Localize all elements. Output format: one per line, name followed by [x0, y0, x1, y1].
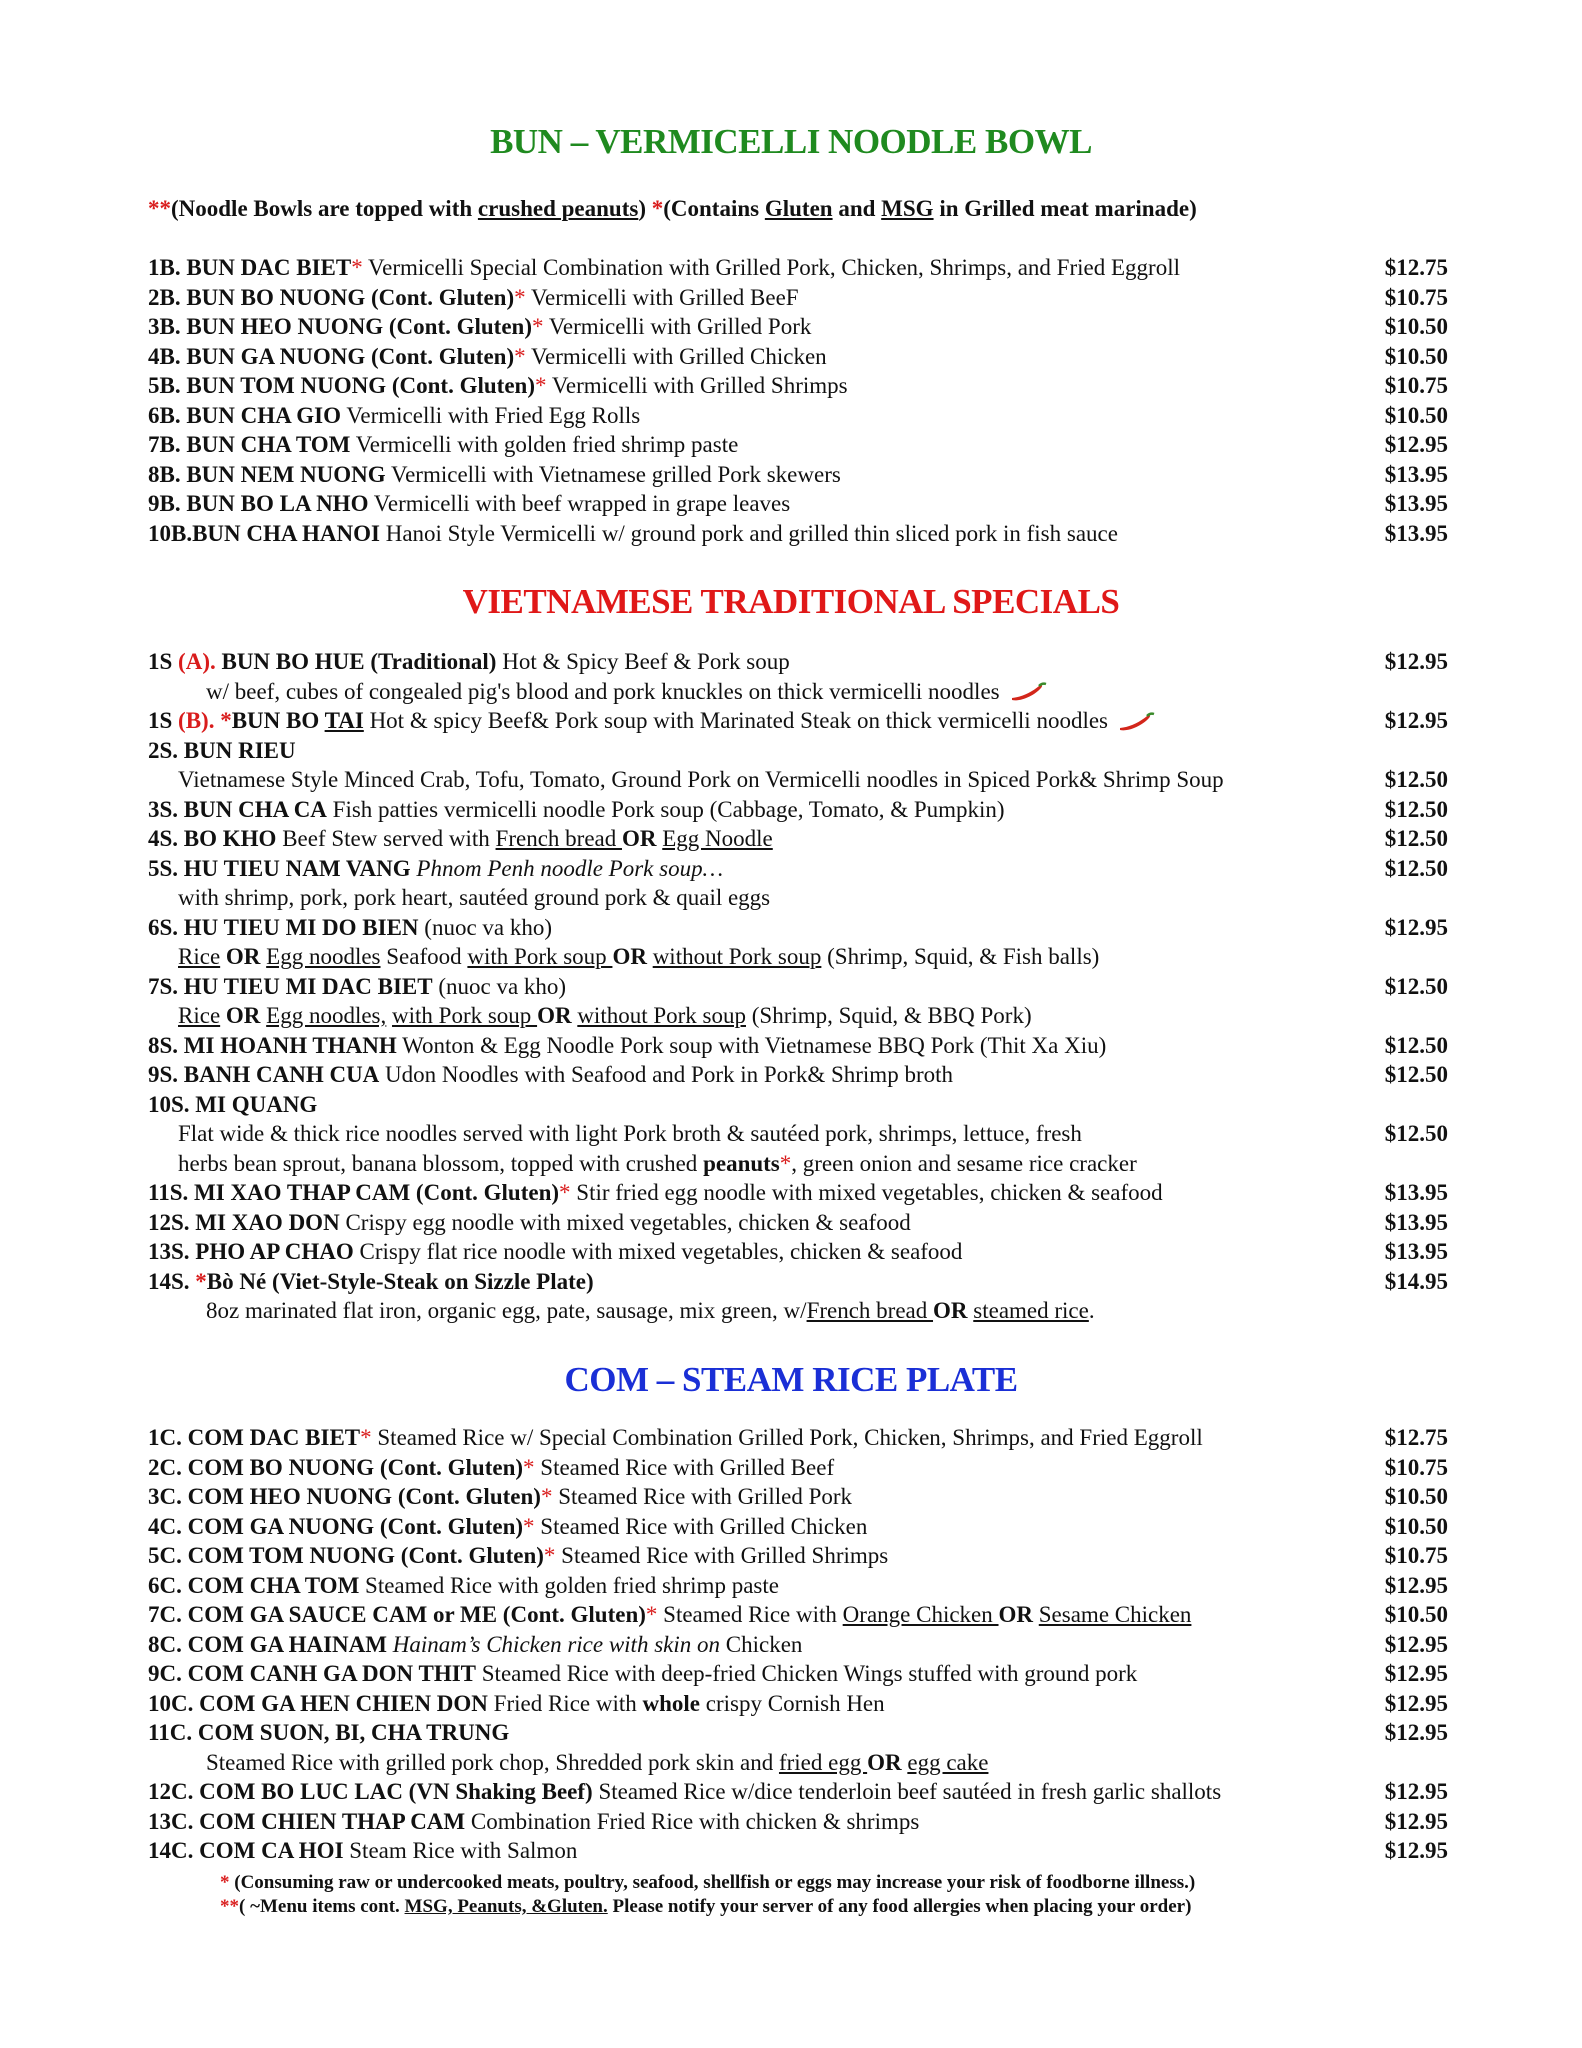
item-desc: Vermicelli with Grilled BeeF [525, 284, 799, 310]
item-name: COM CHA TOM [181, 1572, 360, 1598]
menu-item [148, 795, 1448, 825]
item-desc: Chicken [720, 1631, 803, 1657]
item-price: $12.95 [1384, 1779, 1448, 1804]
item-code: 8C. [148, 1631, 182, 1657]
item-code: 3S. [148, 796, 179, 822]
menu-item [148, 1482, 1448, 1512]
item-code: 9C. [148, 1661, 182, 1686]
option-text: Egg Noodle [662, 826, 773, 851]
item-code: 8S. [148, 1032, 179, 1058]
option-text: without Pork soup [577, 1003, 746, 1028]
item-desc: Steamed Rice with Grilled Shrimps [555, 1543, 889, 1568]
item-price: $12.75 [1384, 255, 1448, 280]
item-desc: w/ beef, cubes of congealed pig's blood and pork knuckles on thick vermicelli noodles [206, 678, 1000, 704]
section-title-bun: BUN – VERMICELLI NOODLE BOWL [490, 122, 1092, 161]
item-name: COM GA SAUCE CAM or ME (Cont. Gluten) [181, 1602, 646, 1627]
option-text: with Pork soup [392, 1003, 538, 1028]
option-text: Rice [178, 1003, 221, 1028]
note-text: (Contains [663, 196, 765, 221]
item-desc: Hot & spicy Beef& Pork soup with Marinated Steak on thick vermicelli noodles [363, 708, 1108, 733]
item-detail [148, 942, 1448, 972]
item-price: $12.95 [1384, 708, 1448, 733]
item-code: 6C. [148, 1572, 182, 1598]
item-code: 3B. [148, 314, 181, 339]
item-name: COM BO NUONG (Cont. Gluten) [181, 1454, 524, 1480]
menu-item [148, 519, 1448, 549]
item-price: $10.50 [1384, 343, 1448, 369]
item-desc: Crispy flat rice noodle with mixed vegetables, chicken & seafood [353, 1239, 963, 1264]
option-text: Sesame Chicken [1038, 1602, 1192, 1627]
footnote-star: ** [220, 1896, 239, 1917]
item-desc: Fried Rice with [487, 1690, 643, 1716]
item-price: $12.50 [1384, 973, 1448, 999]
item-name: MI QUANG [189, 1091, 318, 1117]
item-name: COM HEO NUONG (Cont. Gluten) [181, 1484, 541, 1509]
item-tag: (A). [178, 649, 216, 674]
item-price: $12.50 [1384, 1032, 1448, 1058]
item-desc: (Shrimp, Squid, & BBQ Pork) [746, 1003, 1032, 1028]
chili-pepper-icon [1116, 712, 1156, 734]
item-code: 1S [148, 708, 179, 733]
item-price: $10.75 [1384, 284, 1448, 310]
item-code: 5S. [148, 855, 179, 881]
bun-note [148, 196, 1197, 222]
item-desc: Wonton & Egg Noodle Pork soup with Vietnamese BBQ Pork (Thit Xa Xiu) [396, 1032, 1107, 1058]
item-detail [148, 1119, 1448, 1149]
or-text: OR [220, 944, 267, 969]
item-price: $10.50 [1384, 1513, 1448, 1539]
menu-item [148, 854, 1448, 884]
menu-item [148, 371, 1448, 401]
item-price: $10.50 [1384, 402, 1448, 428]
menu-item [148, 1777, 1448, 1807]
item-code: 7B. [148, 432, 181, 457]
item-detail [148, 1296, 1448, 1326]
item-desc: Vermicelli with Vietnamese grilled Pork skewers [385, 461, 841, 487]
item-desc: Beef Stew served with [276, 826, 496, 851]
item-star: * [189, 1268, 207, 1294]
item-name: BUN CHA CA [178, 796, 327, 822]
option-text: Egg noodles, [266, 1003, 387, 1028]
option-text: without Pork soup [652, 944, 822, 969]
item-price: $13.95 [1384, 461, 1448, 487]
item-desc: (nuoc va kho) [418, 914, 553, 940]
footnote-text: ( ~Menu items cont. [239, 1896, 405, 1917]
item-star: * [360, 1425, 372, 1450]
item-code: 9S. [148, 1062, 179, 1087]
item-code: 7S. [148, 973, 179, 999]
item-desc: Steamed Rice with golden fried shrimp paste [359, 1572, 779, 1598]
item-name: HU TIEU MI DAC BIET [178, 973, 433, 999]
option-text: steamed rice [973, 1298, 1089, 1323]
option-text: French bread [495, 826, 622, 851]
item-desc: 8oz marinated flat iron, organic egg, pate, sausage, mix green, w/ [206, 1298, 807, 1323]
note-text: (Noodle Bowls are topped with [171, 196, 478, 221]
item-price: $10.75 [1384, 1454, 1448, 1480]
item-price: $10.50 [1384, 314, 1448, 339]
item-desc: Seafood [380, 944, 468, 969]
item-star: * [534, 373, 547, 398]
item-desc: Steamed Rice w/ Special Combination Grilled Pork, Chicken, Shrimps, and Fried Eggroll [371, 1425, 1203, 1450]
item-price: $10.75 [1384, 1543, 1448, 1568]
option-text: fried egg [778, 1749, 868, 1775]
or-text: OR [867, 1749, 902, 1775]
item-code: 10C. [148, 1690, 194, 1716]
item-desc: Vietnamese Style Minced Crab, Tofu, Tomato, Ground Pork on Vermicelli noodles in Spiced Pork& Shrimp Soup [178, 767, 1224, 792]
item-price: $12.95 [1384, 1720, 1448, 1745]
item-star: * [779, 1150, 792, 1176]
item-name: COM GA NUONG (Cont. Gluten) [181, 1513, 524, 1539]
note-text: Gluten [764, 196, 833, 221]
item-desc: with shrimp, pork, pork heart, sautéed ground pork & quail eggs [178, 885, 771, 910]
item-code: 6B. [148, 402, 181, 428]
note-text: ) [638, 196, 652, 221]
note-text: crushed peanuts [477, 196, 639, 221]
item-name: COM CA HOI [193, 1838, 344, 1863]
item-desc: (Shrimp, Squid, & Fish balls) [821, 944, 1100, 969]
menu-item [148, 647, 1448, 677]
item-name: HU TIEU NAM VANG [178, 855, 411, 881]
item-name: BUN DAC BIET [186, 255, 352, 280]
item-desc: Flat wide & thick rice noodles served with light Pork broth & sautéed pork, shrimps, lettuce, fresh [178, 1121, 1082, 1146]
item-desc-bold: peanuts [703, 1150, 780, 1176]
menu-item [148, 913, 1448, 943]
menu-item [148, 1090, 1448, 1120]
item-code: 9B. [148, 491, 181, 516]
item-name: COM DAC BIET [181, 1425, 361, 1450]
menu-item [148, 706, 1448, 736]
item-price: $12.50 [1384, 1062, 1448, 1087]
option-text: Orange Chicken [842, 1602, 999, 1627]
item-star: * [351, 255, 363, 280]
menu-item [148, 1541, 1448, 1571]
com-menu-list [148, 1423, 1448, 1866]
item-name: BUN BO LA NHO [186, 491, 369, 516]
menu-item [148, 1423, 1448, 1453]
item-detail [148, 1001, 1448, 1031]
menu-item [148, 1836, 1448, 1866]
item-desc: Fish patties vermicelli noodle Pork soup (Cabbage, Tomato, & Pumpkin) [326, 796, 1005, 822]
item-code: 13C. [148, 1808, 194, 1834]
item-desc: Vermicelli with Fried Egg Rolls [340, 402, 641, 428]
item-price: $12.50 [1384, 1121, 1448, 1146]
item-code: 8B. [148, 461, 181, 487]
item-desc: Vermicelli Special Combination with Grilled Pork, Chicken, Shrimps, and Fried Eggroll [362, 255, 1180, 280]
item-name: BUN RIEU [178, 737, 296, 763]
item-star: * [559, 1180, 571, 1205]
item-name: COM BO LUC LAC (VN Shaking Beef) [193, 1779, 593, 1804]
item-price: $12.95 [1384, 1572, 1448, 1598]
menu-item [148, 824, 1448, 854]
menu-item [148, 1630, 1448, 1660]
item-name: COM GA HEN CHIEN DON [193, 1690, 488, 1716]
menu-item [148, 1060, 1448, 1090]
item-price: $12.95 [1384, 914, 1448, 940]
chili-pepper-icon [1008, 682, 1048, 704]
note-star: * [651, 196, 664, 221]
item-name: TAI [324, 708, 364, 733]
menu-item [148, 1571, 1448, 1601]
item-name: Bò Né (Viet-Style-Steak on Sizzle Plate) [206, 1268, 594, 1294]
item-code: 3C. [148, 1484, 182, 1509]
item-desc: Steamed Rice with deep-fried Chicken Wings stuffed with ground pork [476, 1661, 1138, 1686]
item-price: $12.50 [1384, 767, 1448, 792]
menu-item [148, 1237, 1448, 1267]
item-desc: herbs bean sprout, banana blossom, topped with crushed [178, 1150, 704, 1176]
item-desc: . [1088, 1298, 1095, 1323]
item-desc: Steamed Rice w/dice tenderloin beef sautéed in fresh garlic shallots [592, 1779, 1222, 1804]
item-desc: Vermicelli with Grilled Shrimps [546, 373, 848, 398]
or-text: OR [220, 1003, 267, 1028]
item-name: BUN TOM NUONG (Cont. Gluten) [186, 373, 535, 398]
menu-item [148, 1031, 1448, 1061]
item-desc: (nuoc va kho) [432, 973, 567, 999]
menu-item [148, 736, 1448, 766]
item-price: $14.95 [1384, 1268, 1448, 1294]
item-star: * [523, 1454, 535, 1480]
item-name: BANH CANH CUA [178, 1062, 380, 1087]
item-price: $13.95 [1384, 491, 1448, 516]
or-text: OR [933, 1298, 968, 1323]
menu-item [148, 1267, 1448, 1297]
item-name: COM TOM NUONG (Cont. Gluten) [181, 1543, 544, 1568]
item-code: 1S [148, 649, 179, 674]
item-code: 6S. [148, 914, 179, 940]
item-code: 4C. [148, 1513, 182, 1539]
menu-item [148, 460, 1448, 490]
item-name: COM CANH GA DON THIT [181, 1661, 477, 1686]
item-detail [148, 1748, 1448, 1778]
menu-item [148, 1689, 1448, 1719]
item-name: HU TIEU MI DO BIEN [178, 914, 419, 940]
menu-item [148, 972, 1448, 1002]
footnote-text: Please notify your server of any food allergies when placing your order) [607, 1896, 1192, 1917]
section-title-traditional: VIETNAMESE TRADITIONAL SPECIALS [462, 582, 1120, 621]
bun-menu-list [148, 253, 1448, 548]
footnote-star: * [220, 1872, 230, 1893]
item-price: $12.95 [1384, 432, 1448, 457]
item-code: 10B. [148, 520, 193, 546]
item-price: $13.95 [1384, 520, 1448, 546]
item-code: 4B. [148, 343, 181, 369]
item-code: 5B. [148, 373, 181, 398]
item-star: * [514, 284, 526, 310]
option-text: with Pork soup [467, 944, 613, 969]
item-name: MI XAO DON [189, 1209, 340, 1235]
traditional-menu-list [148, 647, 1448, 1326]
item-code: 11S. [148, 1180, 189, 1205]
item-star: * [645, 1602, 658, 1627]
item-price: $13.95 [1384, 1239, 1448, 1264]
item-detail [148, 677, 1448, 707]
item-code: 7C. [148, 1602, 182, 1627]
item-price: $12.95 [1384, 1631, 1448, 1657]
or-text: OR [998, 1602, 1034, 1627]
item-name: BO KHO [178, 826, 277, 851]
item-desc-bold: whole [642, 1690, 701, 1716]
item-desc: Hanoi Style Vermicelli w/ ground pork and grilled thin sliced pork in fish sauce [379, 520, 1118, 546]
menu-item [148, 342, 1448, 372]
item-price: $12.75 [1384, 1425, 1448, 1450]
item-name: BUN BO HUE (Traditional) [215, 649, 497, 674]
item-price: $13.95 [1384, 1209, 1448, 1235]
item-price: $12.95 [1384, 649, 1448, 674]
option-text: Egg noodles [266, 944, 381, 969]
item-name: BUN HEO NUONG (Cont. Gluten) [186, 314, 532, 339]
option-text: egg cake [907, 1749, 989, 1775]
item-code: 14C. [148, 1838, 194, 1863]
menu-item [148, 253, 1448, 283]
note-text: MSG [881, 196, 934, 221]
item-code: 11C. [148, 1720, 193, 1745]
item-price: $12.50 [1384, 796, 1448, 822]
item-price: $12.50 [1384, 826, 1448, 851]
menu-item [148, 401, 1448, 431]
item-price: $12.95 [1384, 1808, 1448, 1834]
item-desc: Stir fried egg noodle with mixed vegetables, chicken & seafood [570, 1180, 1163, 1205]
item-star: * [214, 708, 232, 733]
item-name: COM CHIEN THAP CAM [193, 1808, 466, 1834]
item-code: 5C. [148, 1543, 182, 1568]
option-text: Rice [178, 944, 221, 969]
item-name: BUN BO [231, 708, 325, 733]
menu-item [148, 1600, 1448, 1630]
item-price: $10.75 [1384, 373, 1448, 398]
item-price: $12.95 [1384, 1690, 1448, 1716]
item-star: * [532, 314, 544, 339]
item-code: 2B. [148, 284, 181, 310]
item-detail [148, 883, 1448, 913]
item-code: 4S. [148, 826, 179, 851]
item-code: 14S. [148, 1268, 190, 1294]
menu-item [148, 1807, 1448, 1837]
item-price: $12.50 [1384, 855, 1448, 881]
item-name: BUN CHA TOM [186, 432, 351, 457]
item-name: BUN CHA GIO [186, 402, 341, 428]
footnote-allergy [220, 1896, 1191, 1918]
item-name: COM GA HAINAM [181, 1631, 387, 1657]
note-star: ** [148, 196, 171, 221]
menu-item [148, 489, 1448, 519]
item-name: BUN GA NUONG (Cont. Gluten) [186, 343, 515, 369]
note-text: and [832, 196, 882, 221]
item-detail [148, 1149, 1448, 1179]
item-code: 1B. [148, 255, 181, 280]
footnote-text: (Consuming raw or undercooked meats, poultry, seafood, shellfish or eggs may increase your risk of foodborne illness.) [229, 1872, 1196, 1893]
footnote-text: MSG, Peanuts, &Gluten. [404, 1896, 608, 1917]
item-name: MI HOANH THANH [178, 1032, 397, 1058]
item-price: $12.95 [1384, 1838, 1448, 1863]
item-desc: Steamed Rice with Grilled Chicken [534, 1513, 868, 1539]
item-desc: Steamed Rice with Grilled Beef [534, 1454, 835, 1480]
note-text: in Grilled meat marinade) [933, 196, 1197, 221]
item-desc: Steamed Rice with Grilled Pork [552, 1484, 853, 1509]
item-name: BUN CHA HANOI [192, 520, 380, 546]
item-desc: Hainam’s Chicken rice with skin on [386, 1631, 720, 1657]
item-desc: Vermicelli with Grilled Chicken [525, 343, 827, 369]
item-desc: Crispy egg noodle with mixed vegetables, chicken & seafood [339, 1209, 911, 1235]
or-text: OR [622, 826, 657, 851]
item-detail [148, 765, 1448, 795]
menu-item [148, 1178, 1448, 1208]
item-desc: , green onion and sesame rice cracker [791, 1150, 1137, 1176]
item-price: $13.95 [1384, 1180, 1448, 1205]
footnote-foodborne [220, 1872, 1195, 1894]
menu-item [148, 1512, 1448, 1542]
item-desc: Combination Fried Rice with chicken & shrimps [465, 1808, 920, 1834]
item-desc: Hot & Spicy Beef & Pork soup [496, 649, 790, 674]
or-text: OR [537, 1003, 572, 1028]
item-price: $10.50 [1384, 1484, 1448, 1509]
item-code: 12S. [148, 1209, 190, 1235]
or-text: OR [612, 944, 647, 969]
item-desc: Steamed Rice with [657, 1602, 843, 1627]
item-name: MI XAO THAP CAM (Cont. Gluten) [188, 1180, 560, 1205]
item-desc: Vermicelli with beef wrapped in grape leaves [368, 491, 791, 516]
section-title-com: COM – STEAM RICE PLATE [564, 1360, 1018, 1399]
item-code: 2C. [148, 1454, 182, 1480]
item-desc: Phnom Penh noodle Pork soup… [410, 855, 724, 881]
item-desc: Vermicelli with golden fried shrimp paste [350, 432, 739, 457]
item-star: * [543, 1543, 556, 1568]
item-name: BUN BO NUONG (Cont. Gluten) [186, 284, 515, 310]
item-name: PHO AP CHAO [189, 1239, 354, 1264]
item-star: * [523, 1513, 535, 1539]
item-code: 10S. [148, 1091, 190, 1117]
item-star: * [514, 343, 526, 369]
item-code: 12C. [148, 1779, 194, 1804]
menu-item [148, 1659, 1448, 1689]
item-desc: Udon Noodles with Seafood and Pork in Pork& Shrimp broth [379, 1062, 953, 1087]
item-name: BUN NEM NUONG [186, 461, 386, 487]
item-desc: Steam Rice with Salmon [343, 1838, 578, 1863]
menu-item [148, 1718, 1448, 1748]
item-price: $10.50 [1384, 1602, 1448, 1627]
item-code: 1C. [148, 1425, 182, 1450]
item-desc: Vermicelli with Grilled Pork [543, 314, 812, 339]
item-desc: Steamed Rice with grilled pork chop, Shredded pork skin and [206, 1749, 779, 1775]
menu-item [148, 430, 1448, 460]
item-price: $12.95 [1384, 1661, 1448, 1686]
menu-item [148, 1453, 1448, 1483]
item-desc: crispy Cornish Hen [700, 1690, 885, 1716]
item-code: 13S. [148, 1239, 190, 1264]
menu-item [148, 312, 1448, 342]
item-tag: (B). [178, 708, 215, 733]
option-text: French bread [806, 1298, 934, 1323]
item-name: COM SUON, BI, CHA TRUNG [192, 1720, 510, 1745]
menu-item [148, 283, 1448, 313]
item-star: * [540, 1484, 553, 1509]
menu-item [148, 1208, 1448, 1238]
item-code: 2S. [148, 737, 179, 763]
